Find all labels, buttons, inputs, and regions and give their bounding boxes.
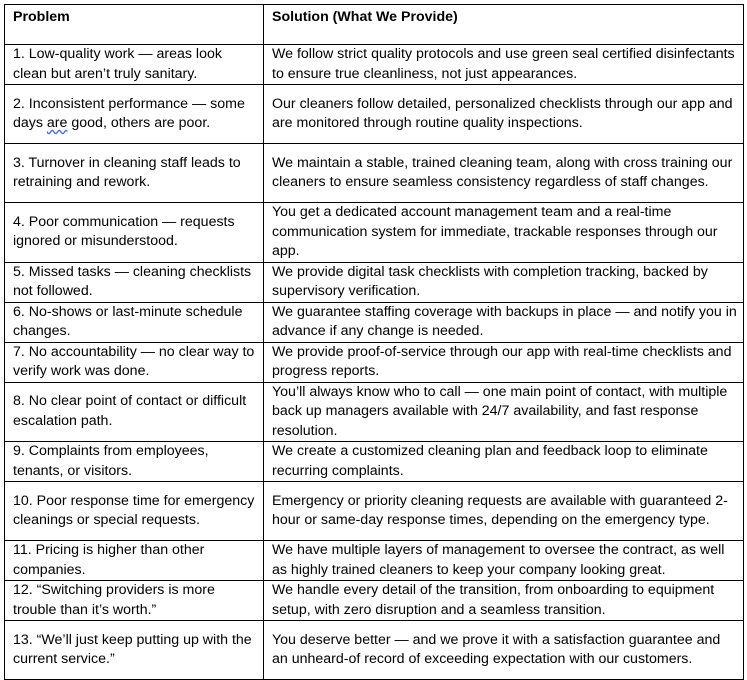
solution-cell: We provide digital task checklists with completion tracking, backed by supervisory verification. [264, 262, 744, 302]
problem-text: good, others are poor. [67, 115, 211, 131]
column-header-solution: Solution (What We Provide) [264, 5, 744, 45]
problem-cell: 13. “We’ll just keep putting up with the current service.” [5, 621, 264, 680]
problem-cell: 3. Turnover in cleaning staff leads to retraining and rework. [5, 144, 264, 203]
solution-cell: We follow strict quality protocols and use green seal certified disinfectants to ensure true cleanliness, not just appearances. [264, 45, 744, 85]
solution-cell: Our cleaners follow detailed, personalized checklists through our app and are monitored through routine quality inspections. [264, 85, 744, 144]
table-row [5, 85, 744, 144]
table-row [5, 581, 744, 621]
problem-cell: 12. “Switching providers is more trouble than it’s worth.” [5, 581, 264, 621]
table-header-row [5, 5, 744, 45]
table-row [5, 382, 744, 442]
grammar-flag[interactable]: are [46, 115, 68, 131]
solution-cell: You deserve better — and we prove it with a satisfaction guarantee and an unheard-of record of exceeding expectation with our customers. [264, 621, 744, 680]
solution-cell: You get a dedicated account management team and a real-time communication system for immediate, trackable responses through our app. [264, 203, 744, 263]
solution-cell: We guarantee staffing coverage with backups in place — and notify you in advance if any change is needed. [264, 302, 744, 342]
solution-cell: We have multiple layers of management to oversee the contract, as well as highly trained cleaners to keep your company looking great. [264, 541, 744, 581]
solution-cell: We handle every detail of the transition, from onboarding to equipment setup, with zero disruption and a seamless transition. [264, 581, 744, 621]
table-row [5, 302, 744, 342]
problem-cell: 6. No-shows or last-minute schedule changes. [5, 302, 264, 342]
table-row [5, 262, 744, 302]
problem-cell: 5. Missed tasks — cleaning checklists not followed. [5, 262, 264, 302]
solution-cell: We maintain a stable, trained cleaning team, along with cross training our cleaners to ensure seamless consistency regardless of staff changes. [264, 144, 744, 203]
problem-cell: 8. No clear point of contact or difficult escalation path. [5, 382, 264, 442]
solution-cell: We create a customized cleaning plan and feedback loop to eliminate recurring complaints. [264, 442, 744, 482]
problem-cell: 7. No accountability — no clear way to verify work was done. [5, 342, 264, 382]
table-row [5, 482, 744, 541]
solution-cell: You’ll always know who to call — one main point of contact, with multiple back up managers available with 24/7 availability, and fast response resolution. [264, 382, 744, 442]
table-row [5, 541, 744, 581]
problem-cell: 11. Pricing is higher than other companies. [5, 541, 264, 581]
table-row [5, 442, 744, 482]
problem-cell [5, 85, 264, 144]
problem-solution-table [4, 4, 744, 680]
solution-cell: Emergency or priority cleaning requests are available with guaranteed 2-hour or same-day response times, depending on the emergency type. [264, 482, 744, 541]
table-row [5, 45, 744, 85]
table-row [5, 342, 744, 382]
problem-cell: 4. Poor communication — requests ignored or misunderstood. [5, 203, 264, 263]
problem-cell: 9. Complaints from employees, tenants, or visitors. [5, 442, 264, 482]
table-row [5, 144, 744, 203]
problem-cell: 1. Low-quality work — areas look clean but aren’t truly sanitary. [5, 45, 264, 85]
column-header-problem: Problem [5, 5, 264, 45]
solution-cell: We provide proof-of-service through our app with real-time checklists and progress reports. [264, 342, 744, 382]
problem-cell: 10. Poor response time for emergency cleanings or special requests. [5, 482, 264, 541]
problem-text: 2. Inconsistent performance — some days [13, 95, 245, 131]
table-row [5, 203, 744, 263]
table-row [5, 621, 744, 680]
